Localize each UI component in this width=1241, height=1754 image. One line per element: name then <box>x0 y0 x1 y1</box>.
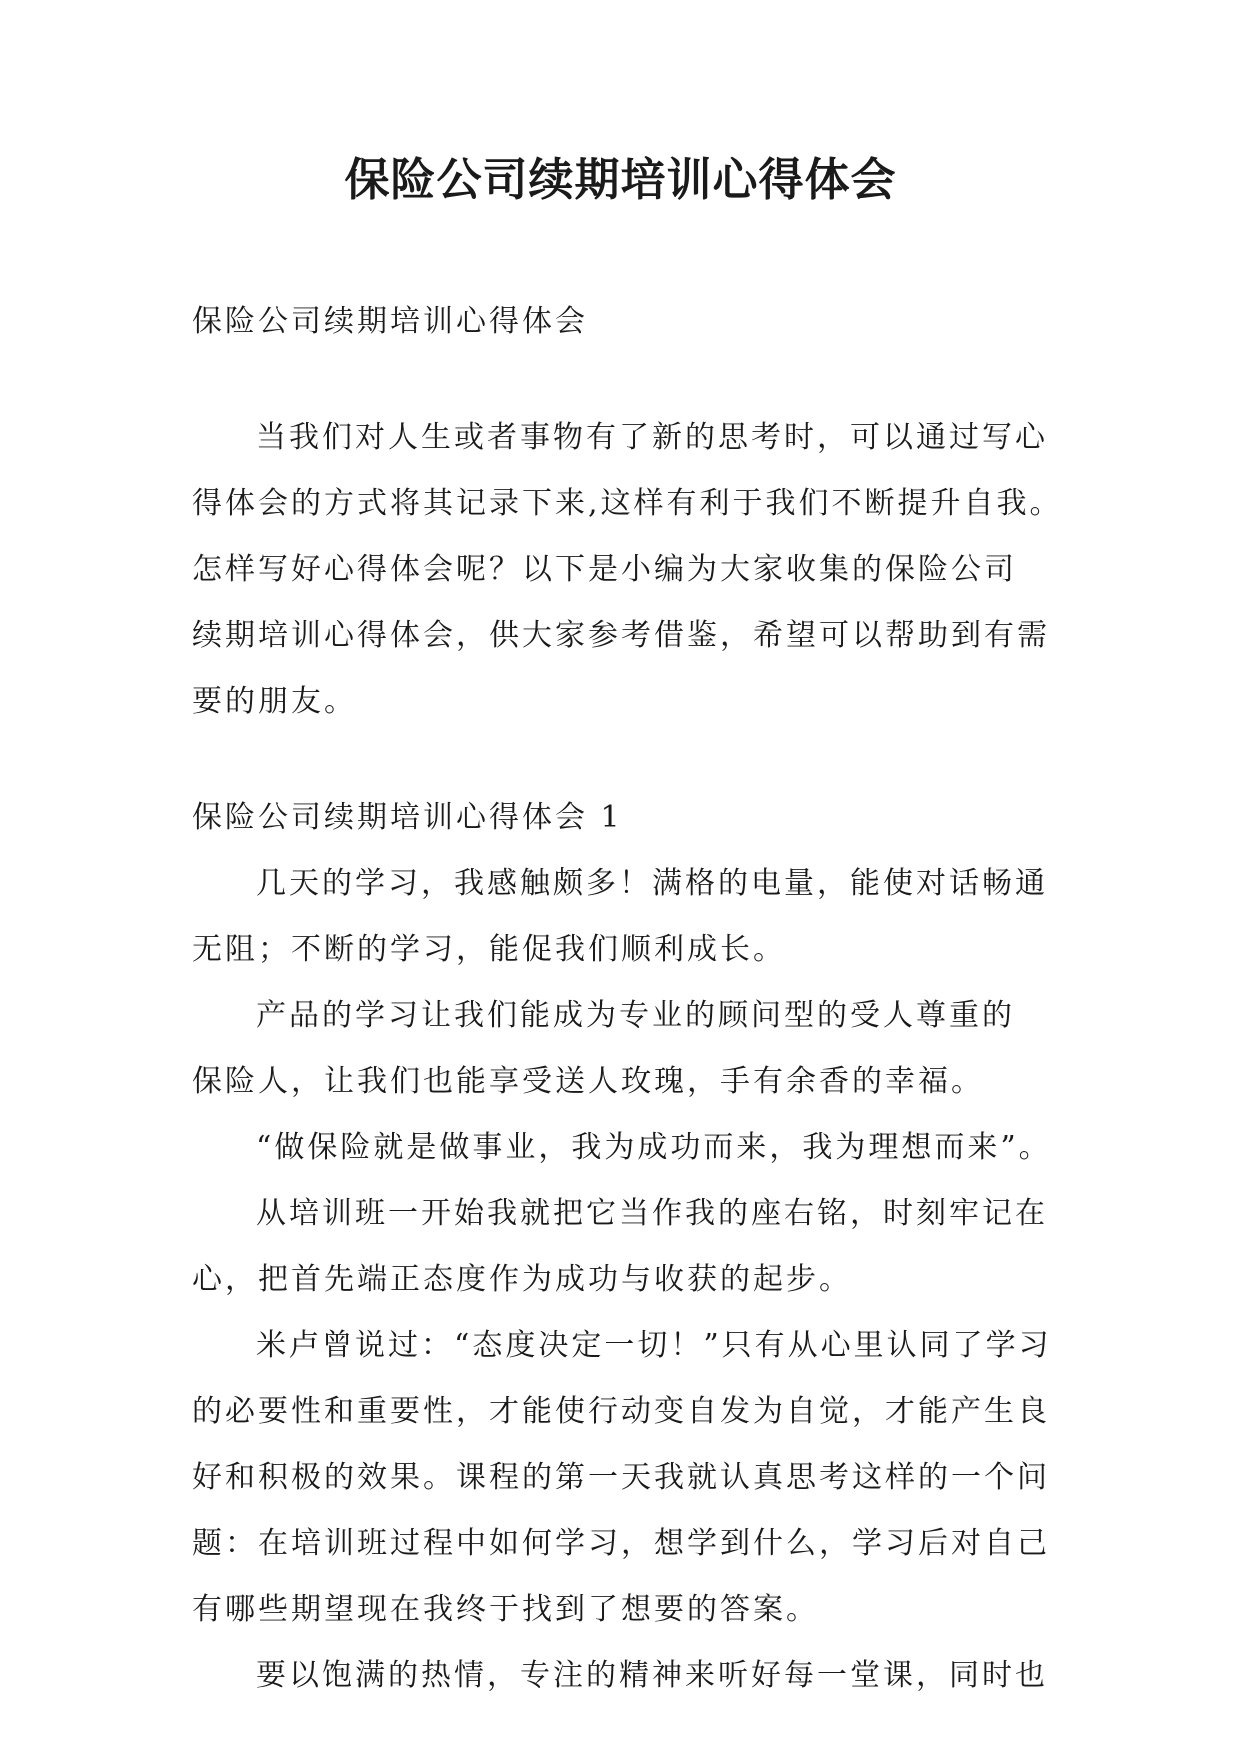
paragraph-6 <box>192 1643 1072 1709</box>
paragraph-line: 好和积极的效果。课程的第一天我就认真思考这样的一个问 <box>192 1460 1050 1495</box>
intro-paragraph <box>192 405 1072 735</box>
paragraph-line: 有哪些期望现在我终于找到了想要的答案。 <box>192 1592 819 1627</box>
paragraph-5 <box>192 1313 1072 1643</box>
intro-line: 怎样写好心得体会呢？以下是小编为大家收集的保险公司 <box>192 552 1017 587</box>
paragraph-line: 心，把首先端正态度作为成功与收获的起步。 <box>192 1262 852 1297</box>
paragraph-line: 保险人，让我们也能享受送人玫瑰，手有余香的幸福。 <box>192 1064 984 1099</box>
document-body <box>192 289 1072 1709</box>
paragraph-line: 无阻；不断的学习，能促我们顺利成长。 <box>192 932 786 967</box>
intro-line: 得体会的方式将其记录下来,这样有利于我们不断提升自我。 <box>192 486 1063 521</box>
paragraph-line: 要以饱满的热情，专注的精神来听好每一堂课，同时也 <box>256 1658 1048 1693</box>
paragraph-line: 产品的学习让我们能成为专业的顾问型的受人尊重的 <box>256 998 1015 1033</box>
paragraph-line: 从培训班一开始我就把它当作我的座右铭，时刻牢记在 <box>256 1196 1048 1231</box>
paragraph-4 <box>192 1181 1072 1313</box>
intro-line: 当我们对人生或者事物有了新的思考时，可以通过写心 <box>256 420 1048 455</box>
paragraph-line: 题：在培训班过程中如何学习，想学到什么，学习后对自己 <box>192 1526 1050 1561</box>
paragraph-line: 几天的学习，我感触颇多！满格的电量，能使对话畅通 <box>256 866 1048 901</box>
paragraph-line: 米卢曾说过：“态度决定一切！”只有从心里认同了学习 <box>256 1328 1052 1363</box>
paragraph-1 <box>192 851 1072 983</box>
intro-line: 要的朋友。 <box>192 684 357 719</box>
intro-line: 续期培训心得体会，供大家参考借鉴，希望可以帮助到有需 <box>192 618 1050 653</box>
paragraph-line: “做保险就是做事业，我为成功而来，我为理想而来”。 <box>256 1130 1052 1165</box>
paragraph-3 <box>192 1115 1072 1181</box>
paragraph-2 <box>192 983 1072 1115</box>
document-subtitle: 保险公司续期培训心得体会 <box>192 304 588 339</box>
section-heading: 保险公司续期培训心得体会 1 <box>192 800 623 835</box>
paragraph-line: 的必要性和重要性，才能使行动变自发为自觉，才能产生良 <box>192 1394 1050 1429</box>
document-title: 保险公司续期培训心得体会 <box>344 153 897 206</box>
